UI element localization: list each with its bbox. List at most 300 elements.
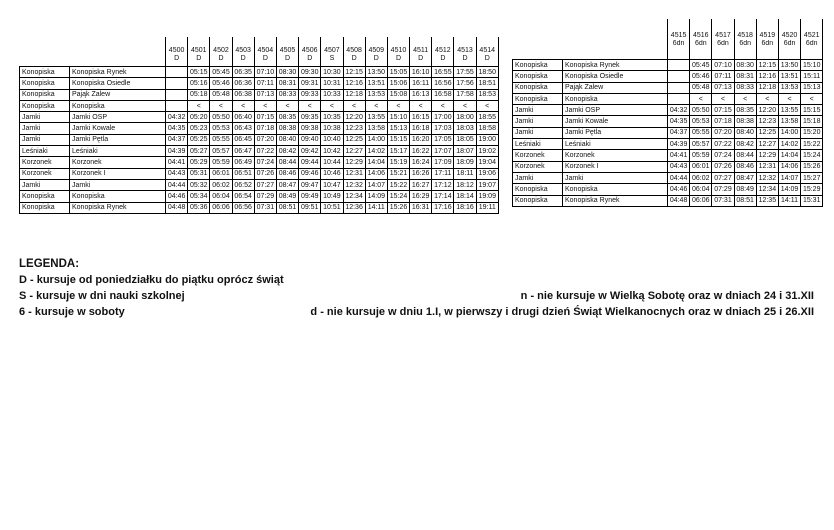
course-day-code: D <box>188 55 210 67</box>
departure-time: 04:39 <box>668 139 690 150</box>
course-day-code: D <box>254 55 276 67</box>
departure-time: 12:34 <box>343 191 365 202</box>
departure-time: 09:35 <box>299 112 321 123</box>
departure-time: 06:52 <box>232 179 254 190</box>
departure-time: 08:33 <box>734 82 756 93</box>
departure-time: 09:40 <box>299 134 321 145</box>
departure-time: 06:01 <box>210 168 232 179</box>
departure-time: 16:22 <box>410 146 432 157</box>
departure-time: 13:53 <box>365 89 387 100</box>
departure-time: 05:57 <box>690 139 712 150</box>
departure-time: 15:18 <box>801 116 823 127</box>
departure-time: 05:48 <box>690 82 712 93</box>
departure-time: 12:32 <box>343 179 365 190</box>
departure-time: 14:00 <box>365 134 387 145</box>
departure-time: 06:06 <box>690 195 712 206</box>
course-number: 4500 <box>166 37 188 55</box>
departure-time: 18:09 <box>454 157 476 168</box>
table-row <box>20 112 499 123</box>
departure-time: 05:45 <box>210 67 232 78</box>
legend-s: S - kursuje w dni nauki szkolnej <box>19 290 185 302</box>
table-row <box>513 150 823 161</box>
course-number: 4521 <box>801 19 823 40</box>
legend-d-lowercase: d - nie kursuje w dniu 1.I, w pierwszy i drugi dzień Świąt Wielkanocnych oraz w dniach 25 i 26.XII <box>310 306 814 318</box>
town-cell: Konopiska <box>513 60 563 71</box>
departure-time: 05:46 <box>690 71 712 82</box>
departure-time: 05:50 <box>690 105 712 116</box>
departure-time: < <box>801 93 823 104</box>
departure-time: 17:07 <box>432 146 454 157</box>
departure-time: 07:10 <box>712 60 734 71</box>
departure-time: 15:10 <box>801 60 823 71</box>
departure-time: < <box>387 100 409 111</box>
town-cell: Konopiska <box>513 82 563 93</box>
departure-time: 05:29 <box>188 157 210 168</box>
departure-time: 12:25 <box>756 127 778 138</box>
town-cell: Jamki <box>513 105 563 116</box>
departure-time: 07:13 <box>712 82 734 93</box>
departure-time: 09:33 <box>299 89 321 100</box>
departure-time: 06:45 <box>232 134 254 145</box>
course-number: 4504 <box>254 37 276 55</box>
departure-time: 04:39 <box>166 146 188 157</box>
stop-cell: Leśniaki <box>563 139 668 150</box>
departure-time: 07:31 <box>254 202 276 213</box>
departure-time: < <box>254 100 276 111</box>
departure-time: 15:26 <box>387 202 409 213</box>
departure-time: 12:35 <box>756 195 778 206</box>
departure-time: 05:46 <box>210 78 232 89</box>
departure-time: 12:23 <box>343 123 365 134</box>
departure-time: 04:32 <box>166 112 188 123</box>
departure-time <box>166 100 188 111</box>
departure-time: 17:03 <box>432 123 454 134</box>
departure-time: < <box>343 100 365 111</box>
departure-time: < <box>410 100 432 111</box>
departure-time: 04:46 <box>668 184 690 195</box>
legend-n: n - nie kursuje w Wielką Sobotę oraz w dniach 24 i 31.XII <box>520 290 814 302</box>
course-day-code: 6dn <box>712 40 734 60</box>
course-day-code: D <box>166 55 188 67</box>
departure-time: 06:54 <box>232 191 254 202</box>
departure-time: 14:02 <box>778 139 800 150</box>
stop-cell: Pająk Zalew <box>70 89 166 100</box>
town-cell: Jamki <box>20 112 70 123</box>
stop-cell: Jamki Kowale <box>70 123 166 134</box>
departure-time: 04:41 <box>166 157 188 168</box>
departure-time: 18:12 <box>454 179 476 190</box>
departure-time <box>668 93 690 104</box>
departure-time: 16:27 <box>410 179 432 190</box>
departure-time: 18:55 <box>476 112 498 123</box>
departure-time: 13:55 <box>365 112 387 123</box>
departure-time: < <box>712 93 734 104</box>
stop-cell: Konopiska Rynek <box>70 202 166 213</box>
departure-time: 15:19 <box>387 157 409 168</box>
departure-time: 07:27 <box>254 179 276 190</box>
town-cell: Korzonek <box>513 150 563 161</box>
departure-time: 14:06 <box>778 161 800 172</box>
town-cell: Konopiska <box>513 195 563 206</box>
departure-time: 08:42 <box>276 146 298 157</box>
course-number: 4502 <box>210 37 232 55</box>
departure-time: 07:26 <box>712 161 734 172</box>
departure-time: 05:15 <box>188 67 210 78</box>
departure-time: 07:26 <box>254 168 276 179</box>
departure-time: 14:07 <box>778 172 800 183</box>
departure-time: 06:36 <box>232 78 254 89</box>
course-day-code: D <box>410 55 432 67</box>
departure-time: 07:11 <box>254 78 276 89</box>
departure-time: 16:29 <box>410 191 432 202</box>
departure-time: 04:48 <box>166 202 188 213</box>
departure-time: 08:49 <box>276 191 298 202</box>
departure-time: 09:44 <box>299 157 321 168</box>
departure-time: < <box>276 100 298 111</box>
departure-time: 18:03 <box>454 123 476 134</box>
departure-time: 17:14 <box>432 191 454 202</box>
departure-time: 04:46 <box>166 191 188 202</box>
departure-time: 12:20 <box>343 112 365 123</box>
departure-time: 05:36 <box>188 202 210 213</box>
departure-time: 17:58 <box>454 89 476 100</box>
departure-time <box>166 78 188 89</box>
table-row <box>20 67 499 78</box>
departure-time: 06:43 <box>232 123 254 134</box>
town-cell: Leśniaki <box>513 139 563 150</box>
course-day-code: 6dn <box>801 40 823 60</box>
town-cell: Jamki <box>20 123 70 134</box>
departure-time: 17:16 <box>432 202 454 213</box>
departure-time: 12:18 <box>343 89 365 100</box>
departure-time: 19:04 <box>476 157 498 168</box>
course-number: 4506 <box>299 37 321 55</box>
departure-time: 12:18 <box>756 82 778 93</box>
town-cell: Konopiska <box>20 89 70 100</box>
stop-cell: Jamki OSP <box>70 112 166 123</box>
departure-time: 16:24 <box>410 157 432 168</box>
departure-time: 07:20 <box>712 127 734 138</box>
stop-cell: Konopiska <box>70 100 166 111</box>
table-row <box>513 116 823 127</box>
departure-time: < <box>476 100 498 111</box>
departure-time: < <box>690 93 712 104</box>
departure-time: 05:32 <box>188 179 210 190</box>
departure-time: 05:59 <box>690 150 712 161</box>
departure-time: < <box>756 93 778 104</box>
town-cell: Jamki <box>513 172 563 183</box>
legend-d: D - kursuje od poniedziałku do piątku oprócz świąt <box>19 274 284 286</box>
town-cell: Jamki <box>20 134 70 145</box>
departure-time: 18:11 <box>454 168 476 179</box>
course-number: 4503 <box>232 37 254 55</box>
departure-time: 10:47 <box>321 179 343 190</box>
course-number: 4509 <box>365 37 387 55</box>
departure-time: 10:38 <box>321 123 343 134</box>
departure-time: 06:04 <box>690 184 712 195</box>
departure-time: 07:22 <box>712 139 734 150</box>
departure-time: 10:51 <box>321 202 343 213</box>
departure-time: < <box>232 100 254 111</box>
departure-time: 12:16 <box>756 71 778 82</box>
departure-time: 05:34 <box>188 191 210 202</box>
departure-time: 08:46 <box>734 161 756 172</box>
departure-time: 05:59 <box>210 157 232 168</box>
stop-cell: Korzonek I <box>70 168 166 179</box>
table-row <box>513 161 823 172</box>
course-number: 4508 <box>343 37 365 55</box>
departure-time: 06:40 <box>232 112 254 123</box>
departure-time: 09:38 <box>299 123 321 134</box>
departure-time: 15:08 <box>387 89 409 100</box>
stop-cell: Konopiska Rynek <box>70 67 166 78</box>
course-day-code: D <box>476 55 498 67</box>
departure-time: 06:56 <box>232 202 254 213</box>
departure-time: 16:58 <box>432 89 454 100</box>
table-row <box>20 202 499 213</box>
departure-time <box>166 67 188 78</box>
departure-time: 16:18 <box>410 123 432 134</box>
departure-time: < <box>365 100 387 111</box>
departure-time: 05:57 <box>210 146 232 157</box>
stop-cell: Jamki <box>70 179 166 190</box>
course-day-code: D <box>454 55 476 67</box>
departure-time: 05:48 <box>210 89 232 100</box>
stop-cell: Jamki Pętla <box>563 127 668 138</box>
departure-time: 04:35 <box>668 116 690 127</box>
departure-time: 14:02 <box>365 146 387 157</box>
departure-time: 13:58 <box>778 116 800 127</box>
departure-time: 05:53 <box>690 116 712 127</box>
stop-cell: Konopiska Rynek <box>563 195 668 206</box>
course-day-code: S <box>321 55 343 67</box>
departure-time: 06:35 <box>232 67 254 78</box>
legend-title: LEGENDA: <box>19 258 80 270</box>
departure-time: 17:12 <box>432 179 454 190</box>
departure-time: 06:01 <box>690 161 712 172</box>
departure-time: 10:33 <box>321 89 343 100</box>
stop-cell: Jamki OSP <box>563 105 668 116</box>
departure-time: 13:50 <box>778 60 800 71</box>
departure-time: 15:06 <box>387 78 409 89</box>
departure-time: 16:55 <box>432 67 454 78</box>
table-row <box>513 172 823 183</box>
departure-time <box>668 60 690 71</box>
town-cell: Korzonek <box>20 157 70 168</box>
town-cell: Konopiska <box>513 93 563 104</box>
town-cell: Korzonek <box>20 168 70 179</box>
departure-time: 15:22 <box>387 179 409 190</box>
departure-time: 14:09 <box>778 184 800 195</box>
departure-time: 08:35 <box>734 105 756 116</box>
stop-cell: Konopiska Osiedle <box>70 78 166 89</box>
table-row <box>20 89 499 100</box>
departure-time: 10:42 <box>321 146 343 157</box>
table-row <box>20 191 499 202</box>
table-row <box>513 82 823 93</box>
weekend-timetable <box>512 19 823 207</box>
departure-time: 10:44 <box>321 157 343 168</box>
departure-time: 08:47 <box>734 172 756 183</box>
departure-time: 17:09 <box>432 157 454 168</box>
departure-time: 15:05 <box>387 67 409 78</box>
course-day-code: 6dn <box>690 40 712 60</box>
departure-time: 08:38 <box>276 123 298 134</box>
departure-time: 12:34 <box>756 184 778 195</box>
departure-time: < <box>188 100 210 111</box>
table-row <box>513 105 823 116</box>
departure-time: 07:10 <box>254 67 276 78</box>
departure-time: 07:18 <box>712 116 734 127</box>
departure-time: < <box>299 100 321 111</box>
departure-time: 13:50 <box>365 67 387 78</box>
departure-time: 07:29 <box>254 191 276 202</box>
stop-cell: Konopiska <box>563 93 668 104</box>
departure-time: 19:07 <box>476 179 498 190</box>
departure-time: 12:31 <box>343 168 365 179</box>
departure-time <box>668 71 690 82</box>
departure-time: 05:20 <box>188 112 210 123</box>
departure-time: 07:29 <box>712 184 734 195</box>
departure-time: 04:43 <box>166 168 188 179</box>
departure-time: 08:31 <box>734 71 756 82</box>
departure-time: 16:56 <box>432 78 454 89</box>
departure-time: 04:41 <box>668 150 690 161</box>
departure-time: 16:11 <box>410 78 432 89</box>
stop-cell: Korzonek <box>70 157 166 168</box>
table-row <box>20 123 499 134</box>
departure-time: 05:23 <box>188 123 210 134</box>
departure-time: 08:40 <box>276 134 298 145</box>
departure-time: 07:24 <box>712 150 734 161</box>
departure-time: 15:20 <box>801 127 823 138</box>
departure-time: 08:42 <box>734 139 756 150</box>
departure-time: 10:35 <box>321 112 343 123</box>
table-row <box>513 139 823 150</box>
departure-time: 08:51 <box>276 202 298 213</box>
departure-time: 18:58 <box>476 123 498 134</box>
table-row <box>513 60 823 71</box>
departure-time: 12:27 <box>756 139 778 150</box>
departure-time: 12:20 <box>756 105 778 116</box>
departure-time: 05:50 <box>210 112 232 123</box>
departure-time: 07:27 <box>712 172 734 183</box>
departure-time: 05:55 <box>210 134 232 145</box>
departure-time: 07:18 <box>254 123 276 134</box>
departure-time: 04:44 <box>668 172 690 183</box>
course-number: 4510 <box>387 37 409 55</box>
departure-time: 04:48 <box>668 195 690 206</box>
departure-time: 06:02 <box>210 179 232 190</box>
departure-time: 05:31 <box>188 168 210 179</box>
departure-time: 05:53 <box>210 123 232 134</box>
departure-time: 08:30 <box>276 67 298 78</box>
departure-time: 07:24 <box>254 157 276 168</box>
stop-cell: Jamki Pętla <box>70 134 166 145</box>
stop-cell: Konopiska Osiedle <box>563 71 668 82</box>
town-cell: Konopiska <box>513 184 563 195</box>
departure-time: 18:05 <box>454 134 476 145</box>
course-day-code: D <box>232 55 254 67</box>
stop-cell: Konopiska <box>563 184 668 195</box>
departure-time: 16:31 <box>410 202 432 213</box>
departure-time <box>668 82 690 93</box>
town-cell: Jamki <box>513 127 563 138</box>
departure-time: 16:15 <box>410 112 432 123</box>
course-number: 4515 <box>668 19 690 40</box>
course-number: 4519 <box>756 19 778 40</box>
departure-time: 14:07 <box>365 179 387 190</box>
course-number: 4514 <box>476 37 498 55</box>
departure-time: 14:04 <box>365 157 387 168</box>
departure-time: 18:16 <box>454 202 476 213</box>
departure-time: 15:27 <box>801 172 823 183</box>
course-day-code: D <box>299 55 321 67</box>
departure-time: 10:49 <box>321 191 343 202</box>
departure-time: 12:29 <box>343 157 365 168</box>
departure-time: 16:20 <box>410 134 432 145</box>
departure-time: 05:27 <box>188 146 210 157</box>
departure-time: 15:24 <box>801 150 823 161</box>
town-cell: Konopiska <box>20 78 70 89</box>
departure-time: 05:45 <box>690 60 712 71</box>
departure-time: 08:40 <box>734 127 756 138</box>
course-number: 4512 <box>432 37 454 55</box>
departure-time: 13:53 <box>778 82 800 93</box>
departure-time: 13:55 <box>778 105 800 116</box>
departure-time: 14:11 <box>778 195 800 206</box>
table-row <box>513 71 823 82</box>
table-row <box>20 157 499 168</box>
departure-time: 08:49 <box>734 184 756 195</box>
town-cell: Konopiska <box>513 71 563 82</box>
departure-time: 06:49 <box>232 157 254 168</box>
departure-time: 04:44 <box>166 179 188 190</box>
departure-time: 12:15 <box>756 60 778 71</box>
departure-time: 13:51 <box>778 71 800 82</box>
departure-time: 18:53 <box>476 89 498 100</box>
town-cell: Konopiska <box>20 202 70 213</box>
departure-time: 15:11 <box>801 71 823 82</box>
departure-time: 05:18 <box>188 89 210 100</box>
departure-time: 09:49 <box>299 191 321 202</box>
departure-time: 15:29 <box>801 184 823 195</box>
departure-time: 09:42 <box>299 146 321 157</box>
departure-time: 10:31 <box>321 78 343 89</box>
departure-time: 15:22 <box>801 139 823 150</box>
departure-time: 09:31 <box>299 78 321 89</box>
departure-time: 12:36 <box>343 202 365 213</box>
departure-time: < <box>432 100 454 111</box>
departure-time: 17:05 <box>432 134 454 145</box>
departure-time: < <box>778 93 800 104</box>
departure-time: 12:31 <box>756 161 778 172</box>
departure-time: < <box>321 100 343 111</box>
departure-time: 04:37 <box>166 134 188 145</box>
departure-time: 09:47 <box>299 179 321 190</box>
town-cell: Leśniaki <box>20 146 70 157</box>
course-number: 4516 <box>690 19 712 40</box>
departure-time: 06:38 <box>232 89 254 100</box>
departure-time: 18:07 <box>454 146 476 157</box>
course-day-code: D <box>387 55 409 67</box>
table-row <box>20 179 499 190</box>
departure-time: 18:14 <box>454 191 476 202</box>
departure-time: 12:16 <box>343 78 365 89</box>
departure-time: 15:13 <box>387 123 409 134</box>
departure-time: 12:25 <box>343 134 365 145</box>
departure-time: 15:13 <box>801 82 823 93</box>
